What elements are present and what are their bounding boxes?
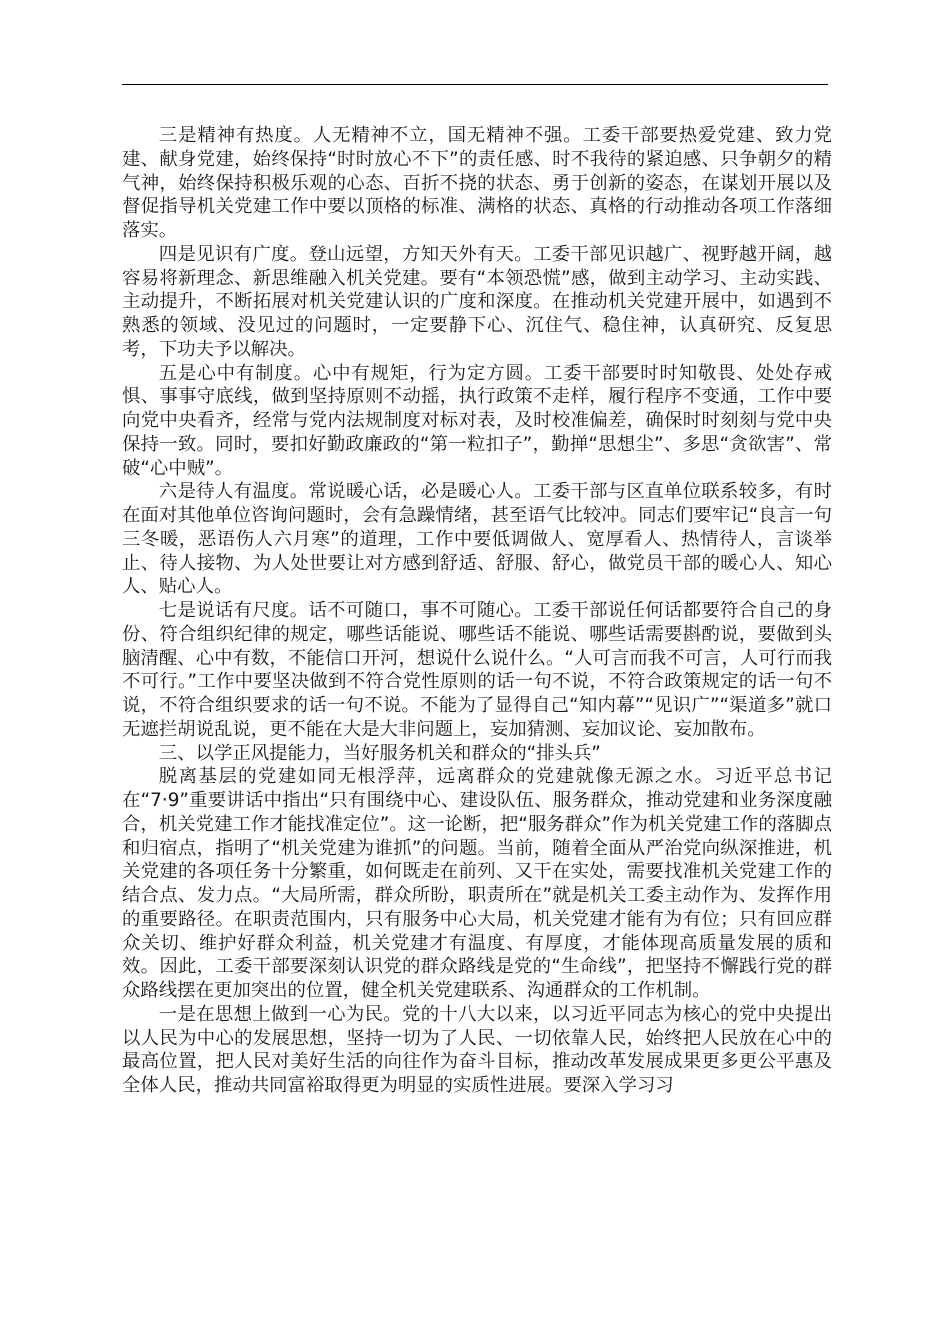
paragraph-warm-treatment: 六是待人有温度。常说暖心话，必是暖心人。工委干部与区直单位联系较多，有时在面对其他单位咨询问题时，会有急躁情绪，甚至语气比较冲。同志们要牢记“良言一句三冬暖，恶语伤人六月寒”的道理，工作中要低调做人、宽厚看人、热情待人，言谈举止、待人接物、为人处世要让对方感到舒适、舒服、舒心，做党员干部的暖心人、知心人、贴心人。 <box>122 481 832 598</box>
paragraph-spirit-enthusiasm: 三是精神有热度。人无精神不立，国无精神不强。工委干部要热爱党建、致力党建、献身党建，始终保持“时时放心不下”的责任感、时不我待的紧迫感、只争朝夕的精气神，始终保持积极乐观的心态、百折不挠的状态、勇于创新的姿态，在谋划开展以及督促指导机关党建工作中要以顶格的标准、满格的状态、真格的行动推动各项工作落细落实。 <box>122 125 832 241</box>
section-heading-three: 三、以学正风提能力，当好服务机关和群众的“排头兵” <box>158 742 601 764</box>
header-rule <box>122 84 828 85</box>
body-text <box>122 124 832 1098</box>
paragraph-serve-people: 一是在思想上做到一心为民。党的十八大以来，以习近平同志为核心的党中央提出以人民为中心的发展思想，坚持一切为了人民、一切依靠人民，始终把人民放在心中的最高位置，把人民对美好生活的向往作为奋斗目标，推动改革发展成果更多更公平惠及全体人民，推动共同富裕取得更为明显的实质性进展。要深入学习习 <box>122 1003 832 1096</box>
paragraph-serve-masses: 脱离基层的党建如同无根浮萍，远离群众的党建就像无源之水。习近平总书记在“7·9”重要讲话中指出“只有围绕中心、建设队伍、服务群众，推动党建和业务深度融合，机关党建工作才能找准定位”。这一论断，把“服务群众”作为机关党建工作的落脚点和归宿点，指明了“机关党建为谁抓”的问题。当前，随着全面从严治党向纵深推进，机关党建的各项任务十分繁重，如何既走在前列、又干在实处，需要找准机关党建工作的结合点、发力点。“大局所需，群众所盼，职责所在”就是机关工委主动作为、发挥作用的重要路径。在职责范围内，只有服务中心大局，机关党建才能有为有位；只有回应群众关切、维护好群众利益，机关党建才有温度、有厚度，才能体现高质量发展的质和效。因此，工委干部要深刻认识党的群众路线是党的“生命线”，把坚持不懈践行党的群众路线摆在更加突出的位置，健全机关党建联系、沟通群众的工作机制。 <box>122 766 832 1001</box>
paragraph-institutional-discipline: 五是心中有制度。心中有规矩，行为定方圆。工委干部要时时知敬畏、处处存戒惧、事事守底线，做到坚持原则不动摇，执行政策不走样，履行程序不变通，工作中要向党中央看齐，经常与党内法规制度对标对表，及时校准偏差，确保时时刻刻与党中央保持一致。同时，要扣好勤政廉政的“第一粒扣子”，勤掸“思想尘”、多思“贪欲害”、常破“心中贼”。 <box>122 362 832 479</box>
paragraph-measured-speech: 七是说话有尺度。话不可随口，事不可随心。工委干部说任何话都要符合自己的身份、符合组织纪律的规定，哪些话能说、哪些话不能说、哪些话需要斟酌说，要做到头脑清醒、心中有数，不能信口开河，想说什么说什么。“人可言而我不可言，人可行而我不可行。”工作中要坚决做到不符合党性原则的话一句不说，不符合政策规定的话一句不说，不符合组织要求的话一句不说。不能为了显得自己“知内幕”“见识广”“渠道多”就口无遮拦胡说乱说，更不能在大是大非问题上，妄加猜测、妄加议论、妄加散布。 <box>122 600 832 740</box>
paragraph-broad-knowledge: 四是见识有广度。登山远望，方知天外有天。工委干部见识越广、视野越开阔，越容易将新理念、新思维融入机关党建。要有“本领恐慌”感，做到主动学习、主动实践、主动提升，不断拓展对机关党建认识的广度和深度。在推动机关党建开展中，如遇到不熟悉的领域、没见过的问题时，一定要静下心、沉住气、稳住神，认真研究、反复思考，下功夫予以解决。 <box>122 243 832 360</box>
